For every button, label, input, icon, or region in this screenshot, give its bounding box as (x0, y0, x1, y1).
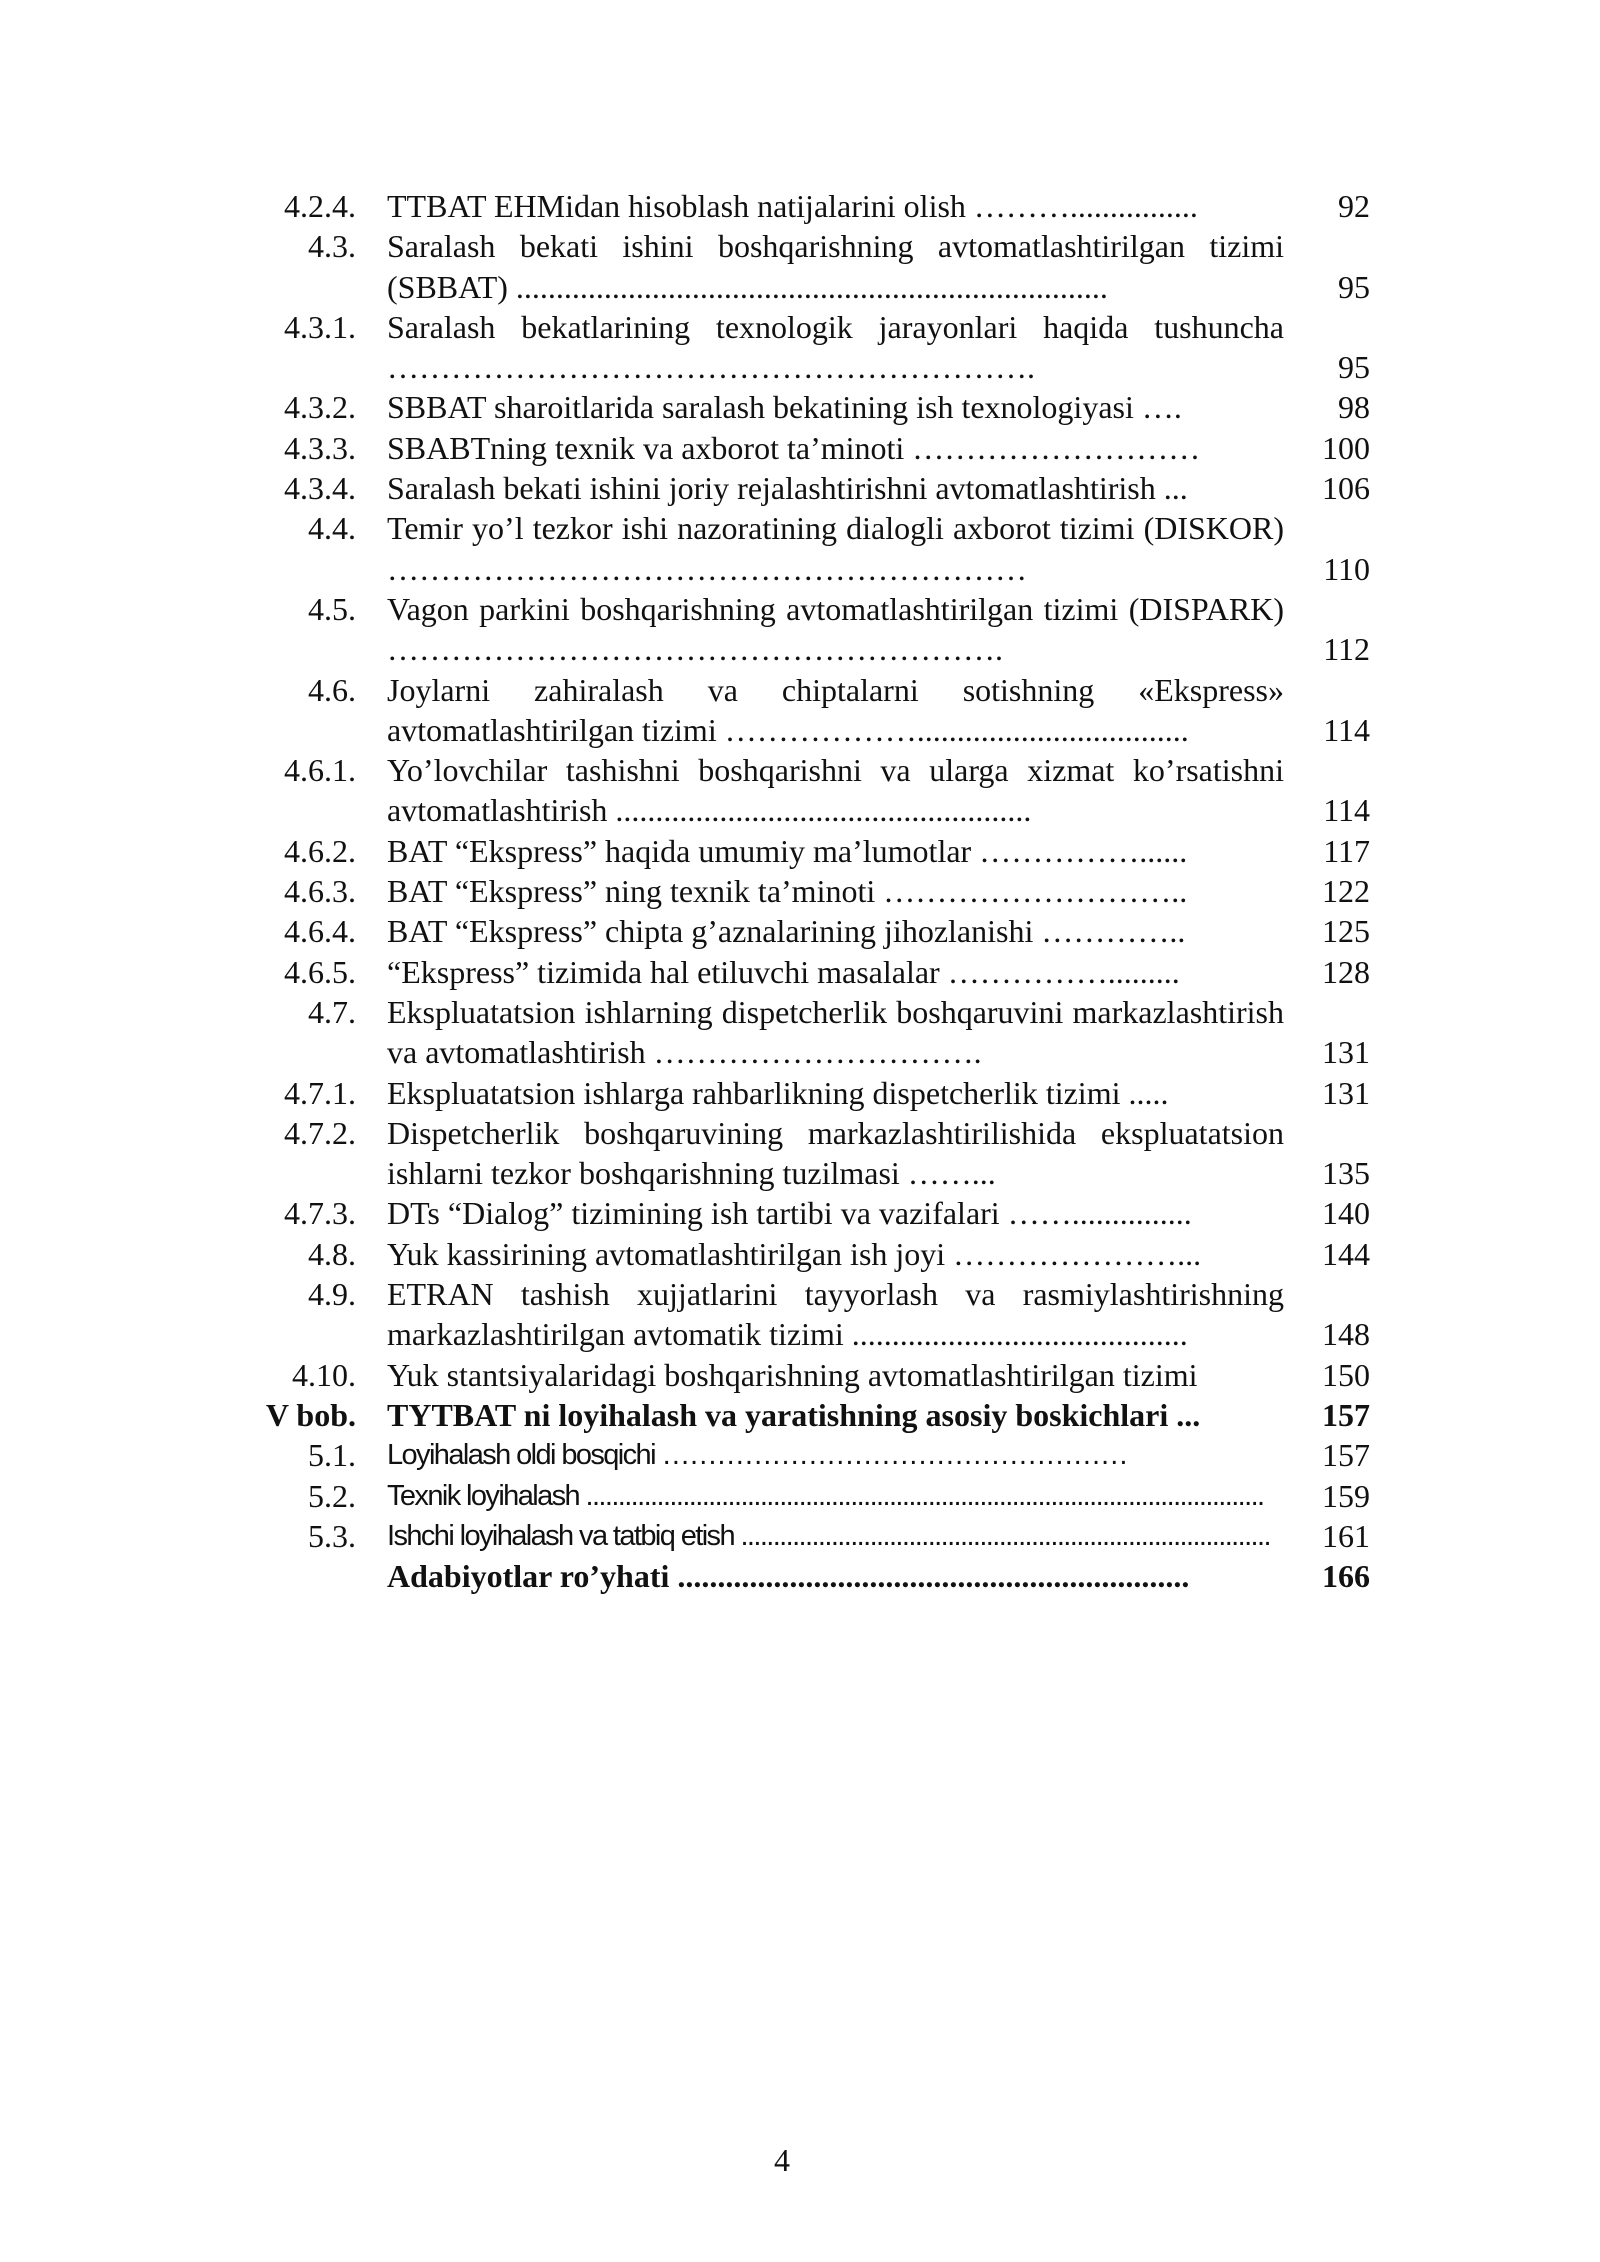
toc-entry-number: 5.1. (308, 1437, 356, 1474)
toc-entry-title: Adabiyotlar ro’yhati ................................................................ (387, 1558, 1190, 1595)
toc-entry (0, 1556, 1600, 1596)
toc-entry-title: Temir yo’l tezkor ishi nazoratining dialogli axborot tizimi (DISKOR) …………………………………………………… (387, 510, 1284, 587)
toc-entry-number: 4.7. (308, 993, 356, 1030)
toc-entry-number: 4.9. (308, 1276, 356, 1313)
toc-entry-title: SBBAT sharoitlarida saralash bekatining ish texnologiyasi …. (387, 389, 1182, 426)
toc-entry-page: 114 (1323, 711, 1370, 748)
toc-entry-title: BAT “Ekspress” ning texnik ta’minoti ……………………….. (387, 873, 1188, 910)
toc-entry-title: Yuk kassirining avtomatlashtirilgan ish joyi …………………... (387, 1235, 1202, 1272)
toc-entry-number: 4.3.2. (284, 389, 356, 426)
toc-entry-page: 131 (1322, 1074, 1370, 1111)
toc-entry (0, 226, 1600, 307)
toc-entry-title: “Ekspress” tizimida hal etiluvchi masalalar ……………......... (387, 953, 1180, 990)
toc-entry-number: V bob. (265, 1396, 356, 1433)
toc-entry-page: 140 (1322, 1195, 1370, 1232)
toc-entry (0, 1435, 1600, 1475)
toc-entry-page: 166 (1322, 1558, 1370, 1595)
toc-entry-number: 4.6.1. (284, 752, 356, 789)
toc-entry-number: 4.8. (308, 1235, 356, 1272)
toc-entry (0, 186, 1600, 226)
toc-entry (0, 1355, 1600, 1395)
toc-entry-page: 135 (1322, 1155, 1370, 1192)
toc-entry-title: BAT “Ekspress” chipta g’aznalarining jihozlanishi ………….. (387, 913, 1186, 950)
toc-entry (0, 1234, 1600, 1274)
toc-entry-title: Texnik loyihalash ......................................................................................................... (387, 1479, 1264, 1512)
toc-entry-title: DTs “Dialog” tizimining ish tartibi va vazifalari ……............... (387, 1195, 1192, 1232)
toc-entry-title: Ekspluatatsion ishlarga rahbarlikning dispetcherlik tizimi ..... (387, 1074, 1169, 1111)
toc-entry (0, 911, 1600, 951)
toc-entry-title: SBABTning texnik va axborot ta’minoti ……………………… (387, 429, 1201, 466)
toc-entry-number: 4.6.3. (284, 873, 356, 910)
toc-entry-title: Vagon parkini boshqarishning avtomatlashtirilgan tizimi (DISPARK) …………………………………………………. (387, 590, 1284, 668)
toc-entry (0, 1476, 1600, 1516)
toc-entry (0, 952, 1600, 992)
toc-entry-page: 157 (1322, 1437, 1370, 1474)
toc-entry-page: 131 (1322, 1034, 1370, 1071)
toc-entry (0, 1113, 1600, 1194)
toc-entry-page: 128 (1322, 953, 1370, 990)
toc-entry (0, 468, 1600, 508)
toc-entry-page: 114 (1323, 792, 1370, 829)
toc-entry-page: 106 (1322, 470, 1370, 507)
toc-entry (0, 1516, 1600, 1556)
toc-entry-number: 5.2. (308, 1477, 356, 1514)
toc-entry-number: 4.4. (308, 510, 356, 547)
toc-entry-page: 161 (1322, 1517, 1370, 1554)
toc-entry (0, 1073, 1600, 1113)
toc-entry-page: 92 (1338, 188, 1370, 224)
toc-entry-page: 122 (1322, 873, 1370, 910)
toc-entry-number: 4.10. (292, 1356, 356, 1393)
toc-entry-page: 117 (1323, 832, 1370, 869)
toc-entry-title: Joylarni zahiralash va chiptalarni sotishning «Ekspress» avtomatlashtirilgan tizimi ……………….................................. (387, 671, 1284, 748)
toc-entry-number: 4.3. (308, 228, 356, 265)
toc-entry-number: 4.7.1. (284, 1074, 356, 1111)
toc-entry-number: 4.7.3. (284, 1195, 356, 1232)
toc-entry (0, 387, 1600, 427)
toc-entry-page: 159 (1322, 1477, 1370, 1514)
toc-entry (0, 670, 1600, 751)
toc-entry-page: 112 (1323, 631, 1370, 668)
toc-entry (0, 1193, 1600, 1233)
toc-entry-title: BAT “Ekspress” haqida umumiy ma’lumotlar ……………...... (387, 832, 1188, 869)
toc-entry (0, 508, 1600, 589)
toc-entry-page: 110 (1323, 550, 1370, 587)
toc-entry-page: 144 (1322, 1235, 1370, 1272)
toc-entry (0, 1395, 1600, 1435)
toc-entry-number: 4.7.2. (284, 1114, 356, 1151)
toc-entry-page: 157 (1322, 1396, 1370, 1433)
toc-entry-number: 4.6.5. (284, 953, 356, 990)
toc-entry-number: 4.3.3. (284, 429, 356, 466)
toc-entry-number: 4.3.1. (284, 308, 356, 345)
toc-entry-page: 100 (1322, 429, 1370, 466)
toc-entry-page: 148 (1322, 1316, 1370, 1353)
toc-entry-title: Ekspluatatsion ishlarning dispetcherlik boshqaruvini markazlashtirish va avtomatlashtirish …………………………. (387, 993, 1284, 1071)
toc-entry-title: TYTBAT ni loyihalash va yaratishning asosiy boskichlari ... (387, 1396, 1201, 1433)
toc-entry-title: Yo’lovchilar tashishni boshqarishni va ularga xizmat ko’rsatishni avtomatlashtirish .................................................... (387, 752, 1284, 829)
toc-entry-number: 4.6.4. (284, 913, 356, 950)
toc-entry-number: 5.3. (308, 1517, 356, 1554)
toc-entry-number: 4.3.4. (284, 470, 356, 507)
toc-entry (0, 831, 1600, 871)
toc-entry-title: Saralash bekati ishini joriy rejalashtirishni avtomatlashtirish ... (387, 470, 1188, 507)
toc-entry (0, 428, 1600, 468)
toc-entry (0, 1274, 1600, 1355)
table-of-contents (0, 186, 1600, 1596)
toc-entry-title: Dispetcherlik boshqaruvining markazlashtirilishida ekspluatatsion ishlarni tezkor boshqarishning tuzilmasi ……... (387, 1114, 1284, 1192)
toc-entry-page: 150 (1322, 1356, 1370, 1393)
toc-entry-number: 4.6.2. (284, 832, 356, 869)
toc-entry-page: 95 (1338, 349, 1370, 386)
toc-entry-number: 4.6. (308, 671, 356, 708)
toc-entry-title: TTBAT EHMidan hisoblash natijalarini olish ………................ (387, 188, 1198, 224)
toc-entry-page: 125 (1322, 913, 1370, 950)
toc-entry (0, 307, 1600, 388)
toc-entry-title: Saralash bekatlarining texnologik jarayonlari haqida tushuncha ……………………………………………………. (387, 308, 1284, 386)
toc-entry (0, 589, 1600, 670)
toc-entry-title: Ishchi loyihalash va tatbiq etish .................................................................................. (387, 1519, 1270, 1552)
toc-entry (0, 992, 1600, 1073)
toc-entry (0, 871, 1600, 911)
page-number: 4 (774, 2142, 790, 2178)
toc-entry-title: Saralash bekati ishini boshqarishning avtomatlashtirilgan tizimi (SBBAT) .......................................................................... (387, 228, 1284, 305)
toc-entry (0, 750, 1600, 831)
toc-entry-page: 98 (1338, 389, 1370, 426)
toc-entry-title: Yuk stantsiyalaridagi boshqarishning avtomatlashtirilgan tizimi (387, 1356, 1198, 1393)
toc-entry-number: 4.5. (308, 590, 356, 627)
toc-entry-title: ETRAN tashish xujjatlarini tayyorlash va rasmiylashtirishning markazlashtirilgan avtomatik tizimi .......................................... (387, 1276, 1284, 1353)
toc-entry-page: 95 (1338, 268, 1370, 305)
toc-entry-number: 4.2.4. (284, 188, 356, 224)
toc-entry-title: Loyihalash oldi bosqichi …………………………………………… (387, 1439, 1128, 1472)
